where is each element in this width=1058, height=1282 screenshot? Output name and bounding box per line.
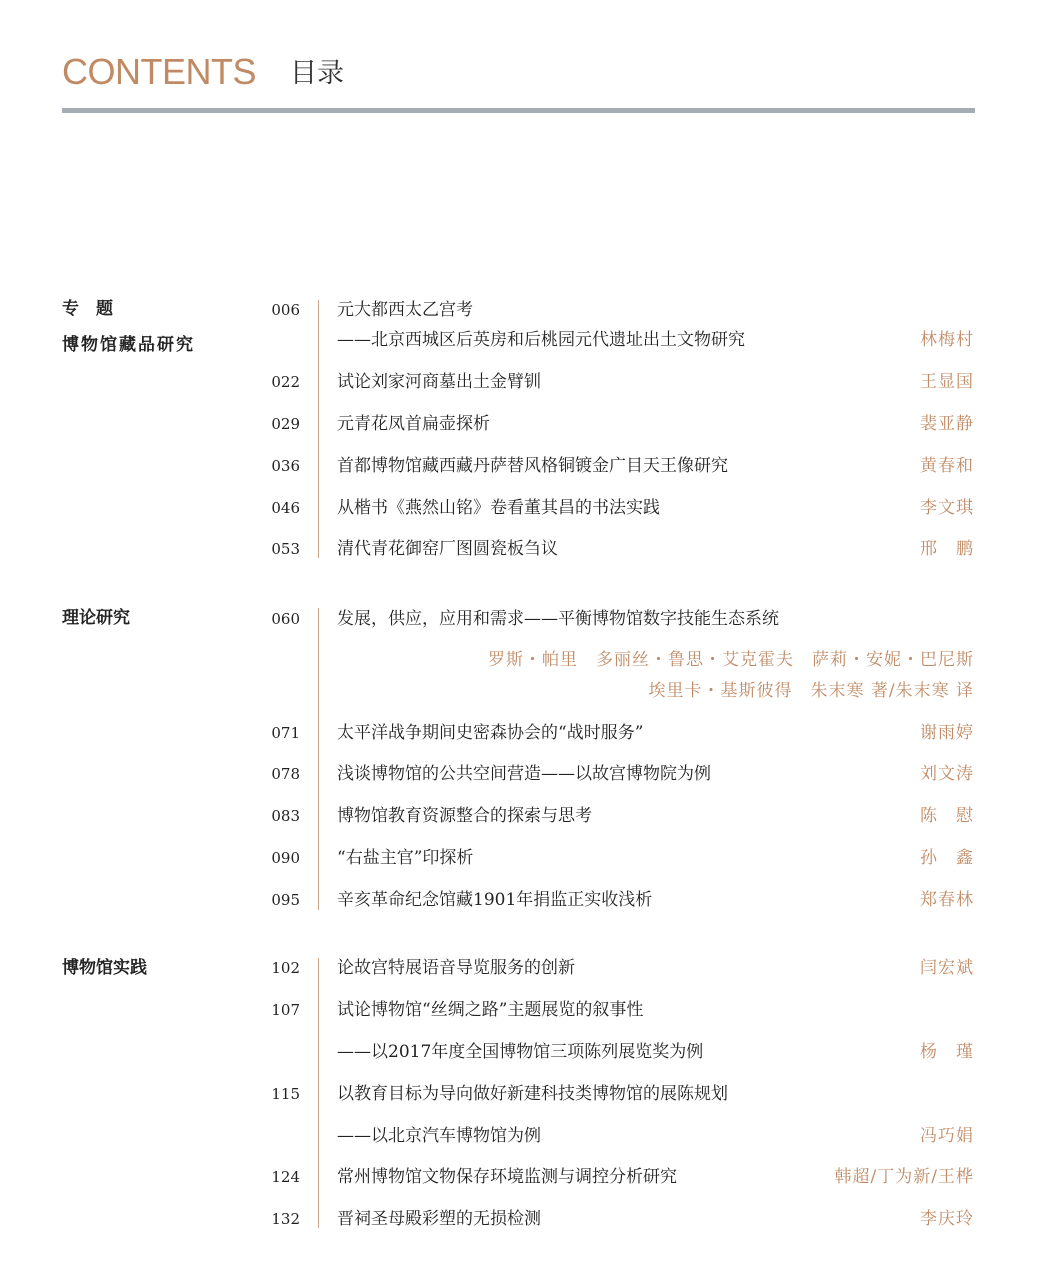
entry-title: 试论刘家河商墓出土金臂钏 bbox=[337, 372, 541, 392]
page-number: 090 bbox=[271, 849, 300, 867]
entry-subtitle: ——以北京汽车博物馆为例 bbox=[337, 1126, 541, 1146]
toc-entry-authors bbox=[0, 676, 1058, 706]
entry-author: 李庆玲 bbox=[920, 1209, 974, 1229]
page-number: 115 bbox=[271, 1085, 300, 1103]
entry-author: 李文琪 bbox=[920, 498, 974, 518]
page-number: 095 bbox=[271, 891, 300, 909]
toc-entry[interactable] bbox=[0, 1162, 1058, 1192]
contents-title-en: CONTENTS bbox=[62, 51, 256, 92]
entry-author: 埃里卡・基斯彼得 朱末寒 著/朱末寒 译 bbox=[648, 681, 974, 701]
toc-entry[interactable] bbox=[0, 367, 1058, 397]
entry-author: 罗斯・帕里 多丽丝・鲁思・艾克霍夫 萨莉・安妮・巴尼斯 bbox=[488, 650, 974, 670]
toc-entry[interactable] bbox=[0, 885, 1058, 915]
toc-entry-continuation bbox=[0, 325, 1058, 355]
toc-entry[interactable] bbox=[0, 409, 1058, 439]
page-number: 102 bbox=[271, 959, 300, 977]
entry-author: 裴亚静 bbox=[920, 414, 974, 434]
toc-entry[interactable] bbox=[0, 718, 1058, 748]
toc-entry[interactable] bbox=[0, 1204, 1058, 1234]
page-number: 071 bbox=[271, 724, 300, 742]
entry-title: 试论博物馆“丝绸之路”主题展览的叙事性 bbox=[337, 1000, 644, 1020]
page-number: 029 bbox=[271, 415, 300, 433]
toc-entry[interactable] bbox=[0, 843, 1058, 873]
entry-subtitle: ——以2017年度全国博物馆三项陈列展览奖为例 bbox=[337, 1042, 704, 1062]
toc-entry-continuation bbox=[0, 1121, 1058, 1151]
entry-title: 太平洋战争期间史密森协会的“战时服务” bbox=[337, 723, 644, 743]
toc-entry[interactable] bbox=[0, 1079, 1058, 1109]
entry-author: 黄春和 bbox=[920, 456, 974, 476]
toc-entry-authors bbox=[0, 645, 1058, 675]
page-number: 083 bbox=[271, 807, 300, 825]
page-number: 006 bbox=[271, 301, 300, 319]
entry-author: 谢雨婷 bbox=[920, 723, 974, 743]
entry-author: 陈 慰 bbox=[920, 806, 974, 826]
entry-author: 邢 鹏 bbox=[920, 539, 974, 559]
section-title: 理论研究 bbox=[62, 608, 130, 628]
page-number: 053 bbox=[271, 540, 300, 558]
page-number: 036 bbox=[271, 457, 300, 475]
entry-title: 浅谈博物馆的公共空间营造——以故宫博物院为例 bbox=[337, 764, 711, 784]
toc-entry[interactable] bbox=[0, 801, 1058, 831]
toc-entry[interactable] bbox=[0, 953, 1058, 983]
page-number: 046 bbox=[271, 499, 300, 517]
entry-title: 论故宫特展语音导览服务的创新 bbox=[337, 958, 575, 978]
page-number: 060 bbox=[271, 610, 300, 628]
entry-author: 闫宏斌 bbox=[920, 958, 974, 978]
entry-title: 以教育目标为导向做好新建科技类博物馆的展陈规划 bbox=[337, 1084, 728, 1104]
toc-entry[interactable] bbox=[0, 451, 1058, 481]
toc-entry[interactable] bbox=[0, 295, 1058, 325]
entry-title: “右盐主官”印探析 bbox=[337, 848, 474, 868]
entry-author: 杨 瑾 bbox=[920, 1042, 974, 1062]
entry-title: 辛亥革命纪念馆藏1901年捐监正实收浅析 bbox=[337, 890, 653, 910]
entry-title: 发展，供应，应用和需求——平衡博物馆数字技能生态系统 bbox=[337, 609, 779, 629]
toc-entry[interactable] bbox=[0, 604, 1058, 634]
page-number: 124 bbox=[271, 1168, 300, 1186]
page-number: 078 bbox=[271, 765, 300, 783]
entry-author: 林梅村 bbox=[920, 330, 974, 350]
entry-title: 清代青花御窑厂图圆瓷板刍议 bbox=[337, 539, 558, 559]
toc-entry-continuation bbox=[0, 1037, 1058, 1067]
entry-author: 郑春林 bbox=[920, 890, 974, 910]
entry-author: 刘文涛 bbox=[920, 764, 974, 784]
toc-entry[interactable] bbox=[0, 995, 1058, 1025]
entry-author: 王显国 bbox=[920, 372, 974, 392]
page-number: 022 bbox=[271, 373, 300, 391]
page-number: 132 bbox=[271, 1210, 300, 1228]
contents-title-cn: 目录 bbox=[290, 58, 344, 89]
section-subtitle: 博物馆藏品研究 bbox=[62, 335, 195, 355]
header-divider bbox=[62, 108, 975, 113]
entry-author: 韩超/丁为新/王桦 bbox=[834, 1167, 974, 1187]
section-title: 专 题 bbox=[62, 299, 113, 319]
entry-title: 常州博物馆文物保存环境监测与调控分析研究 bbox=[337, 1167, 677, 1187]
section-title: 博物馆实践 bbox=[62, 958, 147, 978]
entry-author: 冯巧娟 bbox=[920, 1126, 974, 1146]
entry-title: 从楷书《燕然山铭》卷看董其昌的书法实践 bbox=[337, 498, 660, 518]
entry-author: 孙 鑫 bbox=[920, 848, 974, 868]
entry-title: 首都博物馆藏西藏丹萨替风格铜镀金广目天王像研究 bbox=[337, 456, 728, 476]
entry-title: 博物馆教育资源整合的探索与思考 bbox=[337, 806, 592, 826]
entry-title: 元青花凤首扁壶探析 bbox=[337, 414, 490, 434]
toc-entry[interactable] bbox=[0, 493, 1058, 523]
entry-subtitle: ——北京西城区后英房和后桃园元代遗址出土文物研究 bbox=[337, 330, 745, 350]
toc-entry[interactable] bbox=[0, 534, 1058, 564]
page-number: 107 bbox=[271, 1001, 300, 1019]
entry-title: 晋祠圣母殿彩塑的无损检测 bbox=[337, 1209, 541, 1229]
entry-title: 元大都西太乙宫考 bbox=[337, 300, 473, 320]
toc-entry[interactable] bbox=[0, 759, 1058, 789]
